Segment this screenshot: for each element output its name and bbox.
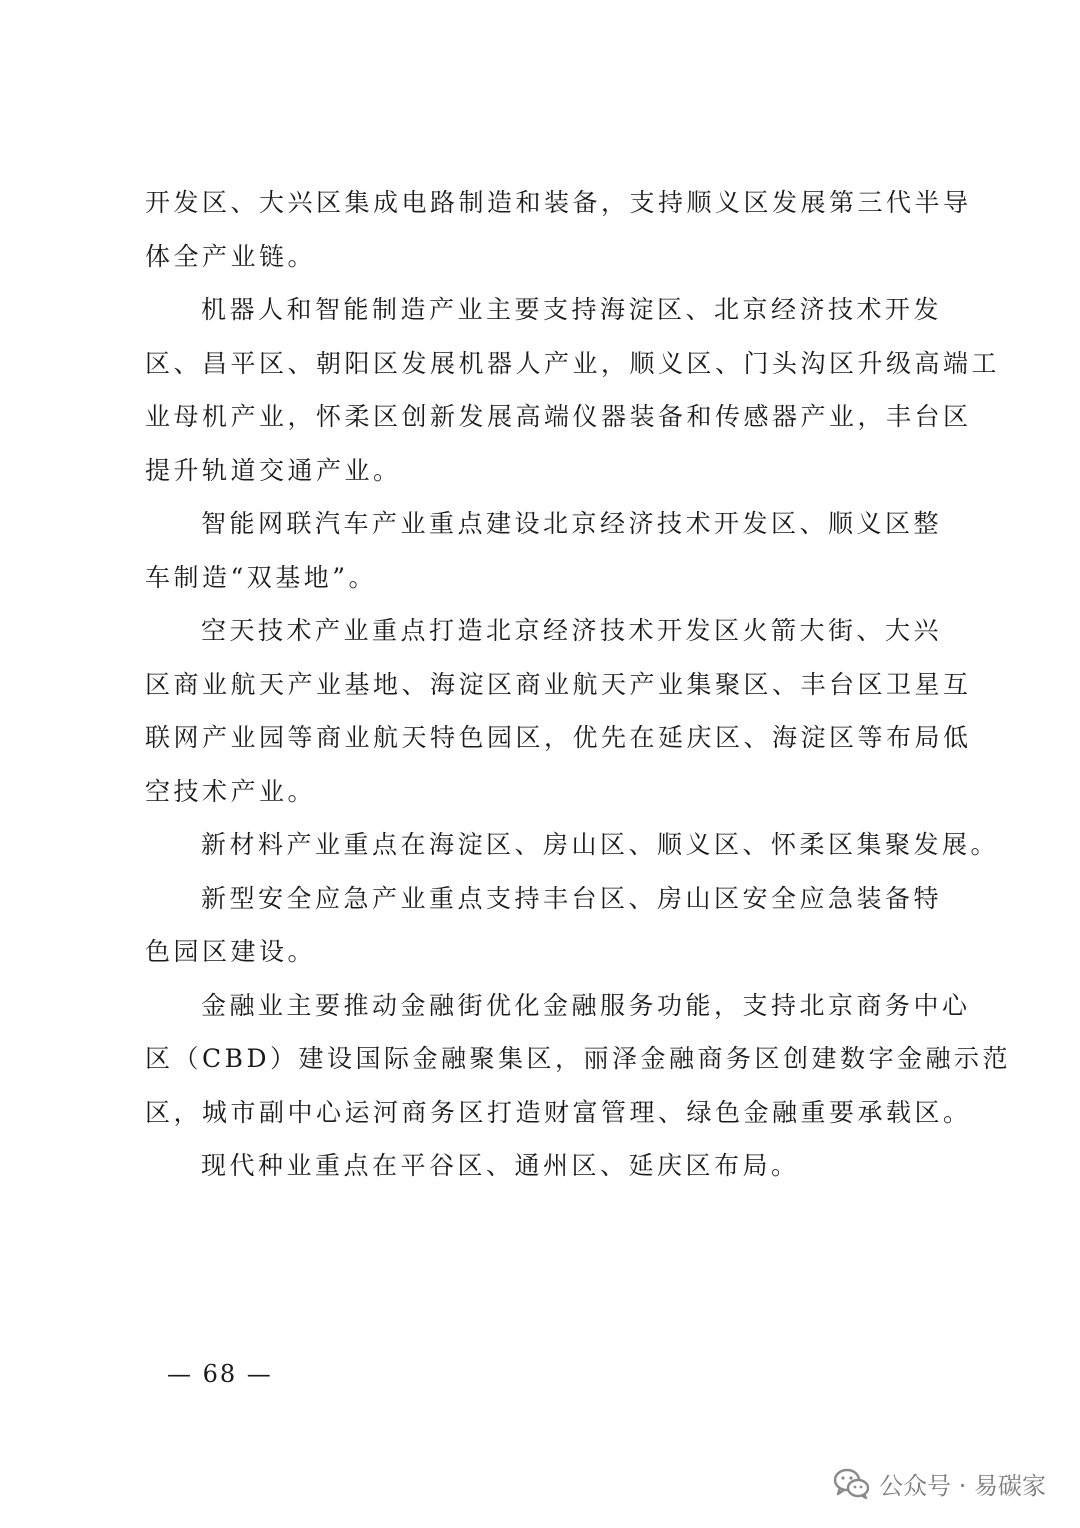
paragraph xyxy=(145,1139,937,1193)
text-line: 色园区建设。 xyxy=(145,937,317,966)
text-line: 机器人和智能制造产业主要支持海淀区、北京经济技术开发 xyxy=(201,295,943,324)
text-line: 新材料产业重点在海淀区、房山区、顺义区、怀柔区集聚发展。 xyxy=(201,830,1000,859)
text-line: 金融业主要推动金融街优化金融服务功能，支持北京商务中心 xyxy=(201,990,971,1020)
text-line: 联网产业园等商业航天特色园区，优先在延庆区、海淀区等布局低 xyxy=(145,723,972,752)
document-body xyxy=(145,176,1012,1193)
watermark-text: 公众号 · 易碳家 xyxy=(879,1472,1046,1500)
watermark xyxy=(833,1466,1046,1501)
text-line: 区、昌平区、朝阳区发展机器人产业，顺义区、门头沟区升级高端工 xyxy=(145,348,1001,378)
paragraph xyxy=(145,497,943,604)
text-line: 区，城市副中心运河商务区打造财富管理、绿色金融重要承载区。 xyxy=(145,1097,972,1127)
text-line: 空技术产业。 xyxy=(145,776,317,806)
text-line: 现代种业重点在平谷区、通州区、延庆区布局。 xyxy=(201,1151,800,1180)
text-line: 空天技术产业重点打造北京经济技术开发区火箭大街、大兴 xyxy=(201,616,943,645)
paragraph xyxy=(145,872,943,979)
text-line: 开发区、大兴区集成电路制造和装备，支持顺义区发展第三代半导 xyxy=(145,188,972,217)
text-line: 区商业航天产业基地、海淀区商业航天产业集聚区、丰台区卫星互 xyxy=(145,669,972,699)
text-line: 业母机产业，怀柔区创新发展高端仪器装备和传感器产业，丰台区 xyxy=(145,402,972,431)
paragraph xyxy=(145,176,972,283)
page-number: — 68 — xyxy=(167,1360,273,1388)
text-line: 新型安全应急产业重点支持丰台区、房山区安全应急装备特 xyxy=(201,883,943,913)
text-line: 区（CBD）建设国际金融聚集区，丽泽金融商务区创建数字金融示范 xyxy=(145,1044,1012,1073)
text-line: 提升轨道交通产业。 xyxy=(145,455,402,485)
paragraph xyxy=(145,979,1012,1140)
wechat-icon xyxy=(833,1468,871,1500)
paragraph xyxy=(145,818,1000,872)
text-line: 体全产业链。 xyxy=(145,241,317,271)
paragraph xyxy=(145,604,972,818)
paragraph xyxy=(145,283,1001,497)
text-line: 智能网联汽车产业重点建设北京经济技术开发区、顺义区整 xyxy=(201,509,943,538)
text-line: 车制造“双基地”。 xyxy=(145,562,378,592)
